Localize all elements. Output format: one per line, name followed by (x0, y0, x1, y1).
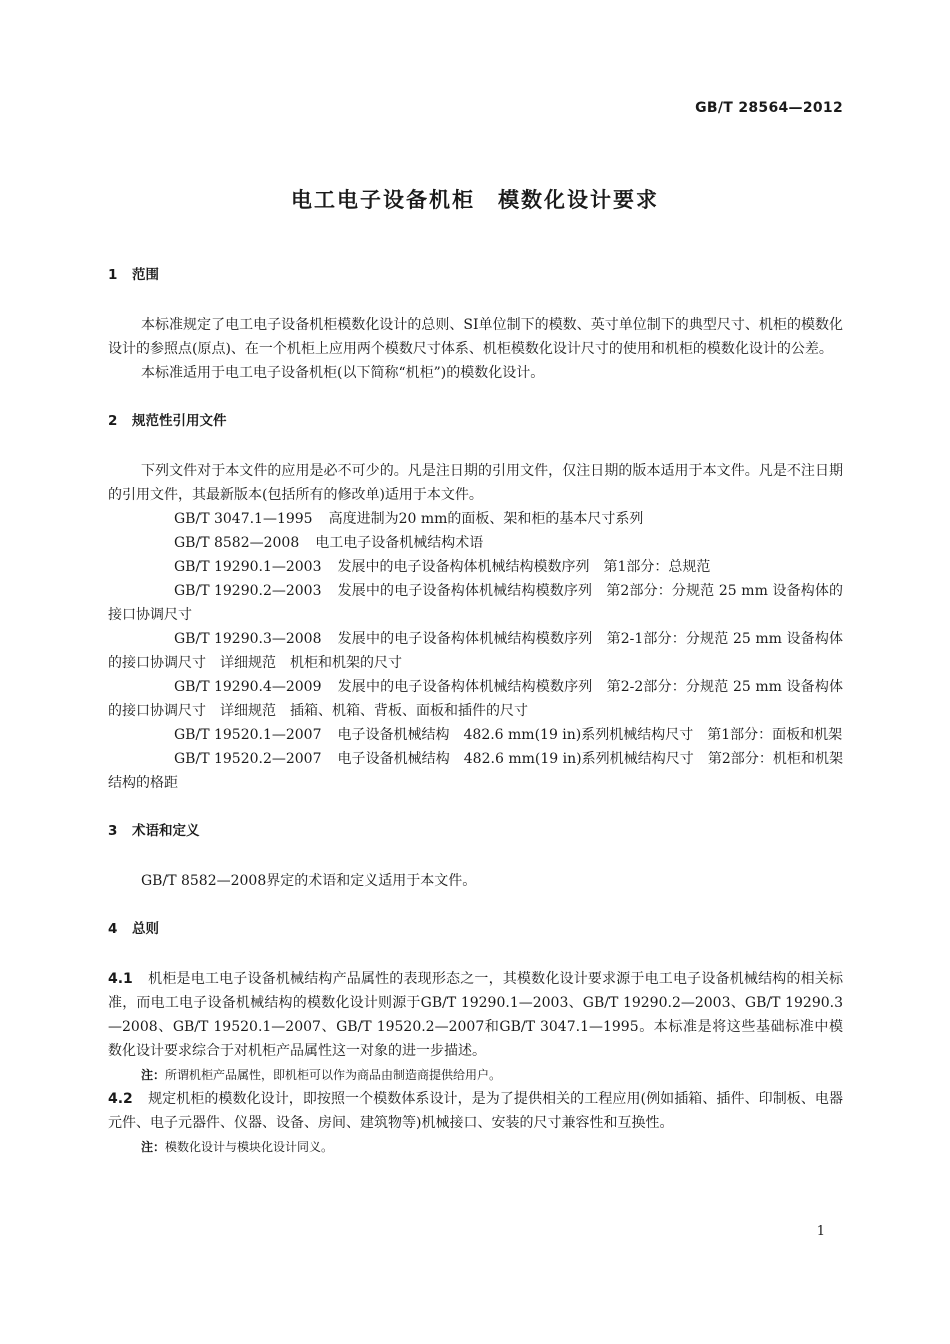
section-number: 4 (108, 921, 118, 937)
clause-4-2 (108, 1087, 843, 1135)
reference-item (108, 555, 843, 579)
clause-4-1 (108, 967, 843, 1063)
clause-note (108, 1135, 843, 1159)
standard-code: GB/T 28564—2012 (695, 100, 843, 116)
reference-code: GB/T 8582—2008 (174, 535, 300, 551)
reference-code: GB/T 19290.2—2003 (174, 583, 322, 599)
note-text: 所谓机柜产品属性，即机柜可以作为商品由制造商提供给用户。 (165, 1068, 502, 1082)
section-1-heading (108, 263, 843, 287)
references-intro: 下列文件对于本文件的应用是必不可少的。凡是注日期的引用文件，仅注日期的版本适用于本文件。凡是不注日期的引用文件，其最新版本(包括所有的修改单)适用于本文件。 (108, 463, 843, 503)
document-body (108, 263, 843, 1159)
reference-item (108, 531, 843, 555)
reference-item (108, 675, 843, 723)
clause-number: 4.1 (108, 971, 133, 987)
reference-title: 电子设备机械结构 482.6 mm(19 in)系列机械结构尺寸 第2部分：机柜和机架结构的格距 (108, 751, 843, 791)
section-number: 3 (108, 823, 118, 839)
scope-applicability: 本标准适用于电工电子设备机柜(以下简称“机柜”)的模数化设计。 (141, 365, 545, 381)
reference-item (108, 747, 843, 795)
reference-title: 发展中的电子设备构体机械结构模数序列 第2-1部分：分规范 25 mm 设备构体的接口协调尺寸 详细规范 机柜和机架的尺寸 (108, 631, 843, 671)
reference-title: 发展中的电子设备构体机械结构模数序列 第2部分：分规范 25 mm 设备构体的接口协调尺寸 (108, 583, 843, 623)
section-number: 2 (108, 413, 118, 429)
note-label: 注： (141, 1140, 166, 1154)
section-number: 1 (108, 267, 118, 283)
reference-code: GB/T 19520.1—2007 (174, 727, 322, 743)
reference-title: 发展中的电子设备构体机械结构模数序列 第2-2部分：分规范 25 mm 设备构体的接口协调尺寸 详细规范 插箱、机箱、背板、面板和插件的尺寸 (108, 679, 843, 719)
section-title: 总则 (132, 921, 159, 937)
clause-text: 规定机柜的模数化设计，即按照一个模数体系设计，是为了提供相关的工程应用(例如插箱、插件、印制板、电器元件、电子元器件、仪器、设备、房间、建筑物等)机械接口、安装的尺寸兼容性和互换性。 (108, 1091, 843, 1131)
section-title: 范围 (132, 267, 159, 283)
section-3-heading (108, 819, 843, 843)
reference-item (108, 627, 843, 675)
clause-number: 4.2 (108, 1091, 133, 1107)
reference-item (108, 507, 843, 531)
reference-code: GB/T 19290.3—2008 (174, 631, 322, 647)
scope-paragraph: 本标准规定了电工电子设备机柜模数化设计的总则、SI单位制下的模数、英寸单位制下的典型尺寸、机柜的模数化设计的参照点(原点)、在一个机柜上应用两个模数尺寸体系、机柜模数化设计尺寸的使用和机柜的模数化设计的公差。 (108, 317, 843, 357)
reference-code: GB/T 19520.2—2007 (174, 751, 322, 767)
reference-title: 高度进制为20 mm的面板、架和柜的基本尺寸系列 (328, 511, 644, 527)
reference-title: 电工电子设备机械结构术语 (315, 535, 484, 551)
reference-title: 发展中的电子设备构体机械结构模数序列 第1部分：总规范 (337, 559, 711, 575)
clause-text: 机柜是电工电子设备机械结构产品属性的表现形态之一，其模数化设计要求源于电工电子设备机械结构的相关标准，而电工电子设备机械结构的模数化设计则源于GB/T 19290.1—2003、GB/T 19290.2—2003、GB/T 19290.3—2008、GB/T 19520.1—2007、GB/T 19520.2—2007和GB/T 3047.1—1995。本标准是将这些基础标准中模数化设计要求综合于对机柜产品属性这一对象的进一步描述。 (108, 971, 843, 1059)
section-2-heading (108, 409, 843, 433)
reference-item (108, 723, 843, 747)
reference-code: GB/T 19290.4—2009 (174, 679, 322, 695)
document-title: 电工电子设备机柜 模数化设计要求 (291, 188, 659, 212)
reference-code: GB/T 3047.1—1995 (174, 511, 313, 527)
note-text: 模数化设计与模块化设计同义。 (165, 1140, 334, 1154)
section-title: 规范性引用文件 (132, 413, 227, 429)
reference-title: 电子设备机械结构 482.6 mm(19 in)系列机械结构尺寸 第1部分：面板和机架 (337, 727, 843, 743)
page-number: 1 (816, 1224, 825, 1239)
reference-code: GB/T 19290.1—2003 (174, 559, 322, 575)
terms-paragraph: GB/T 8582—2008界定的术语和定义适用于本文件。 (141, 873, 477, 889)
clause-note (108, 1063, 843, 1087)
section-title: 术语和定义 (132, 823, 200, 839)
reference-item (108, 579, 843, 627)
section-4-heading (108, 917, 843, 941)
note-label: 注： (141, 1068, 166, 1082)
